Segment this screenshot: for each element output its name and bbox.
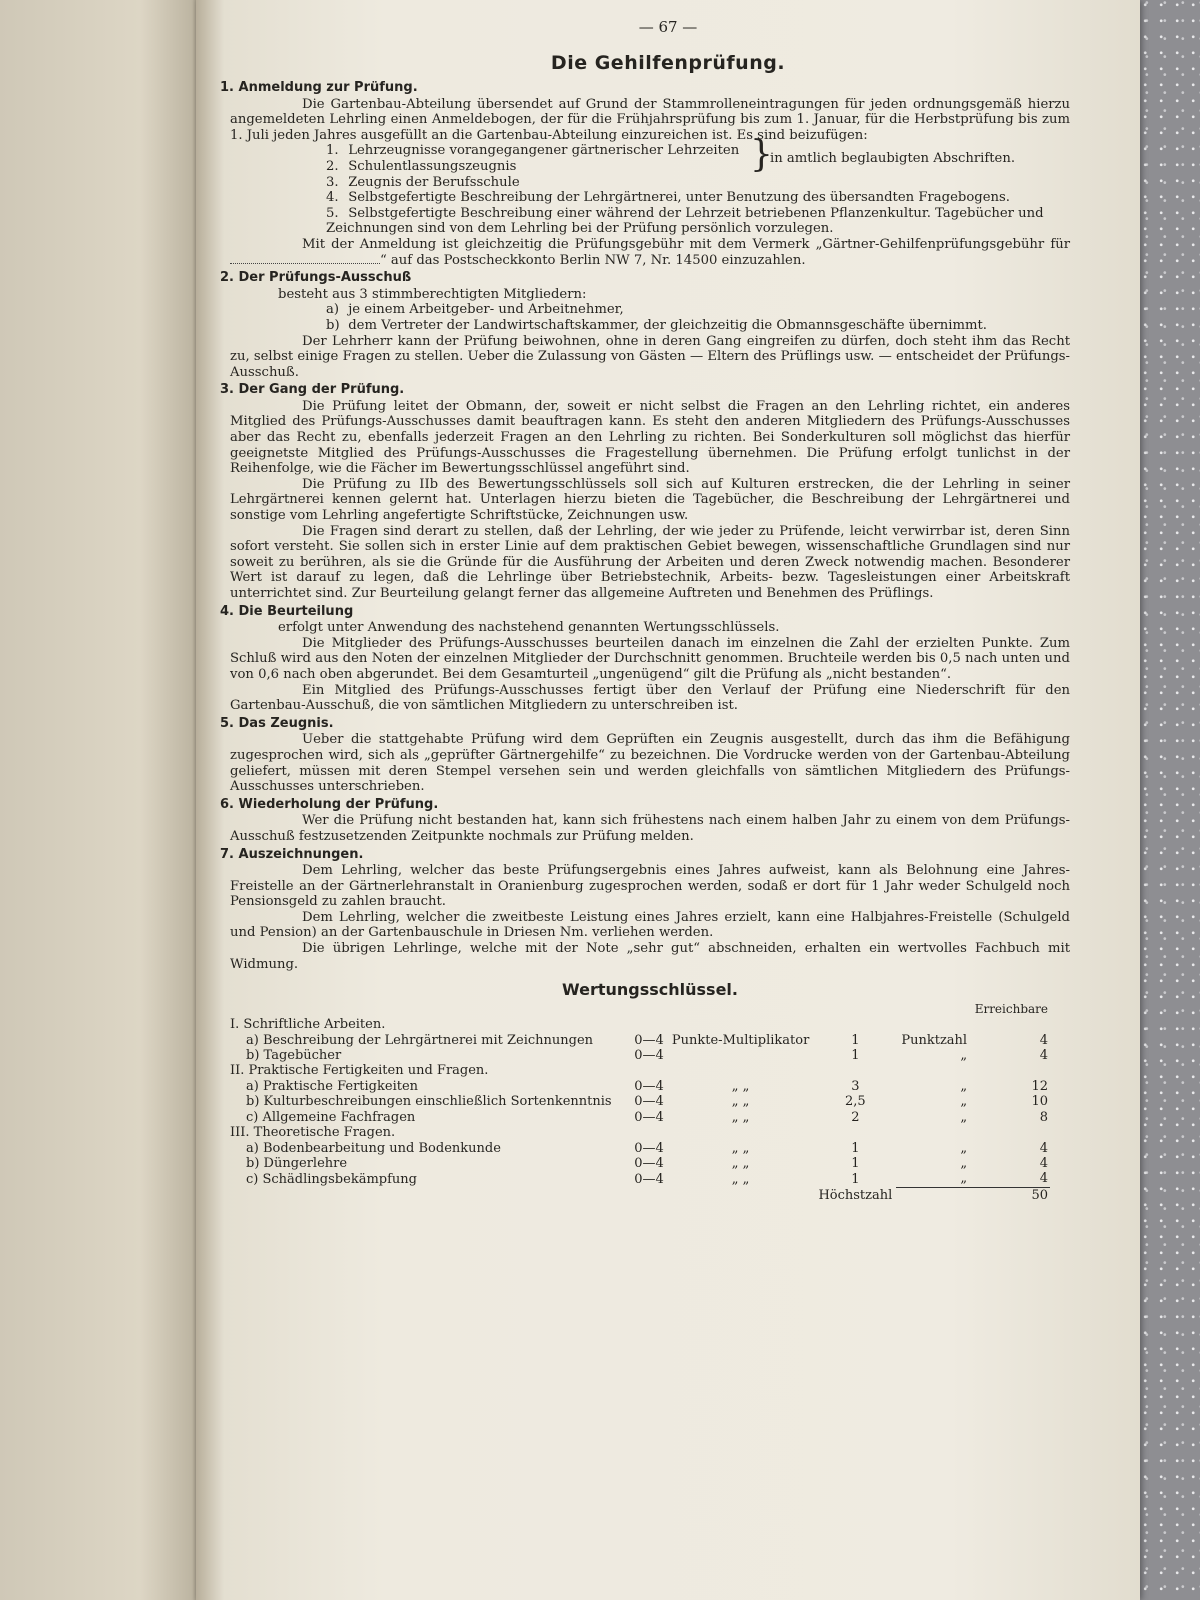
row-range: 0—4 [634,1048,664,1064]
paragraph: Ein Mitglied des Prüfungs-Ausschusses fertigt über den Verlauf der Prüfung eine Niederschrift für den Gartenbau-Ausschuß, die von sämtlichen Mitgliedern zu unterschreiben ist. [230,682,1070,714]
paragraph: Dem Lehrling, welcher das beste Prüfungsergebnis eines Jahres aufweist, kann als Belohnung eine Jahres-Freistelle an der Gärtnerlehranstalt in Oranienburg zugesprochen werden, sodaß er dort für 1 Jahr weder Schulgeld noch Pensionsgeld zu zahlen braucht. [230,863,1070,910]
section-heading: 7. Auszeichnungen. [220,846,364,862]
row-ditto: „ [960,1078,968,1094]
row-range: 0—4 [634,1078,664,1094]
row-multiplier-label: „ „ [731,1109,750,1125]
row-multiplier: 1 [851,1032,860,1048]
section-heading: 6. Wiederholung der Prüfung. [220,796,439,812]
section-heading: 3. Der Gang der Prüfung. [220,382,405,398]
section-gang [220,382,1070,601]
section-beurteilung [220,603,1070,714]
paragraph: Ueber die stattgehabte Prüfung wird dem Geprüften ein Zeugnis ausgestellt, durch das ihm die Befähigung zugesprochen wird, sich als „geprüfter Gärtnergehilfe“ zu bezeichnen. Die Vordrucke werden von der Gartenbau-Abteilung geliefert, müssen mit deren Stempel versehen sein und werden gleichfalls von sämtlichen Mitgliedern des Prüfungs-Ausschusses unterschrieben. [230,732,1070,795]
row-range: 0—4 [634,1109,664,1125]
group-label: II. Praktische Fertigkeiten und Fragen. [230,1063,489,1079]
table-row [230,1141,1050,1156]
table-group-row [230,1063,1050,1078]
row-points: 4 [1039,1171,1048,1187]
brace-note: } in amtlich beglaubigten Abschriften. [770,151,1015,167]
list-item: b) dem Vertreter der Landwirtschaftskammer, der gleichzeitig die Obmannsgeschäfte übernimmt. [326,317,987,333]
row-label: a) Beschreibung der Lehrgärtnerei mit Zeichnungen [246,1032,594,1048]
table-group-row [230,1125,1050,1140]
list-item: 5. Selbstgefertigte Beschreibung einer während der Lehrzeit betriebenen Pflanzenkultur. Tagebücher und Zeichnungen sind von dem Lehrling bei der Prüfung persönlich vorzulegen. [326,205,1044,237]
row-multiplier: 1 [851,1171,860,1187]
facing-page-edge [0,0,200,1600]
row-ditto: „ [960,1140,968,1156]
row-multiplier: 2 [851,1109,860,1125]
table-total-row [230,1187,1050,1203]
section-heading: 2. Der Prüfungs-Ausschuß [220,270,412,286]
row-multiplier-label [667,1048,815,1063]
row-points: 4 [1039,1140,1048,1156]
row-label: b) Tagebücher [246,1048,342,1064]
section-heading: 5. Das Zeugnis. [220,715,334,731]
row-label: b) Düngerlehre [246,1155,348,1171]
row-label: a) Praktische Fertigkeiten [246,1078,419,1094]
row-points: 12 [1031,1078,1048,1094]
fill-in-blank [230,253,380,264]
group-label: III. Theoretische Fragen. [230,1125,396,1141]
list-item: a) je einem Arbeitgeber- und Arbeitnehmer, [326,302,624,318]
row-ditto: „ [960,1048,968,1064]
table-row [230,1156,1050,1171]
row-range: 0—4 [634,1032,664,1048]
table-row [230,1110,1050,1125]
section-heading: 1. Anmeldung zur Prüfung. [220,80,418,95]
row-range: 0—4 [634,1094,664,1110]
row-multiplier-label: „ „ [731,1094,750,1110]
attachment-list [230,143,1070,190]
total-label: Höchstzahl [818,1187,893,1203]
section-auszeichnungen [220,846,1070,973]
row-multiplier-label: „ „ [731,1140,750,1156]
row-range: 0—4 [634,1171,664,1187]
row-label: a) Bodenbearbeitung und Bodenkunde [246,1140,501,1156]
row-multiplier-label: Punkte-Multiplikator [671,1032,810,1048]
column-header-reachable: Erreichbare [974,1001,1048,1016]
row-ditto: „ [960,1094,968,1110]
row-multiplier: 3 [851,1078,860,1094]
document-body [220,78,1070,1203]
paragraph: Die übrigen Lehrlinge, welche mit der Note „sehr gut“ abschneiden, erhalten ein wertvolles Fachbuch mit Widmung. [230,941,1070,972]
row-label: c) Allgemeine Fachfragen [246,1109,416,1125]
row-points: 10 [1031,1094,1048,1110]
document-page [196,0,1140,1600]
paragraph: Die Prüfung zu IIb des Bewertungsschlüssels soll sich auf Kulturen erstrecken, die der Lehrling in seiner Lehrgärtnerei kennen gelernt hat. Unterlagen hierzu bieten die Tagebücher, die Beschreibung der Lehrgärtnerei und sonstige vom Lehrling angefertigte Schriftstücke, Zeichnungen usw. [230,476,1070,524]
section-anmeldung [220,80,1070,268]
row-ditto: Punktzahl [901,1032,968,1048]
row-multiplier: 1 [851,1140,860,1156]
paragraph: besteht aus 3 stimmberechtigten Mitgliedern: [278,286,587,302]
paragraph: Die Fragen sind derart zu stellen, daß der Lehrling, der wie jeder zu Prüfende, leicht verwirrbar ist, deren Sinn sofort versteht. Sie sollen sich in erster Linie auf dem praktischen Gebiet bewegen, wissenschaftliche Grundlagen sind nur soweit zu berühren, als sie die Gründe für die Ausführung der Arbeiten und deren Zweck notwendig machen. Besonderer Wert ist darauf zu legen, daß die Lehrlinge über Betriebstechnik, Arbeits- bezw. Tagesleistungen einer Arbeitskraft unterrichtet sind. Zur Beurteilung gelangt ferner das allgemeine Auftreten und Benehmen des Prüflings. [230,523,1070,601]
total-value: 50 [969,1187,1050,1203]
table-group-row [230,1017,1050,1032]
paragraph: Der Lehrherr kann der Prüfung beiwohnen, ohne in deren Gang eingreifen zu dürfen, doch steht ihm das Recht zu, selbst einige Fragen zu stellen. Ueber die Zulassung von Gästen — Eltern des Prüflings usw. — entscheidet der Prüfungs-Ausschuß. [230,333,1070,380]
row-multiplier-label: „ „ [731,1155,750,1171]
paragraph: Dem Lehrling, welcher die zweitbeste Leistung eines Jahres erzielt, kann eine Halbjahres-Freistelle (Schulgeld und Pension) an der Gartenbauschule in Driesen Nm. verliehen werden. [230,909,1070,941]
list-item: 3. Zeugnis der Berufsschule [326,174,520,190]
scoring-key-title: Wertungsschlüssel. [562,980,738,1000]
row-label: c) Schädlingsbekämpfung [246,1171,417,1187]
row-points: 4 [1039,1155,1048,1171]
row-multiplier-label: „ „ [731,1171,750,1187]
row-points: 8 [1039,1109,1048,1125]
scoring-key-table [230,1002,1050,1203]
paragraph: erfolgt unter Anwendung des nachstehend genannten Wertungsschlüssels. [278,620,780,636]
row-multiplier: 1 [851,1155,860,1171]
section-ausschuss [220,270,1070,380]
row-points: 4 [1039,1032,1048,1048]
paragraph: Wer die Prüfung nicht bestanden hat, kann sich frühestens nach einem halben Jahr zu einem von dem Prüfungs-Ausschuß festzusetzenden Zeitpunkte nochmals zur Prüfung melden. [230,813,1070,844]
table-row [230,1048,1050,1063]
list-item: 4. Selbstgefertigte Beschreibung der Lehrgärtnerei, unter Benutzung des übersandten Fragebogens. [326,190,1010,206]
table-row [230,1079,1050,1094]
list-item: 1. Lehrzeugnisse vorangegangener gärtnerischer Lehrzeiten [326,143,740,159]
paragraph: Die Prüfung leitet der Obmann, der, soweit er nicht selbst die Fragen an den Lehrling richtet, ein anderes Mitglied des Prüfungs-Ausschusses damit beauftragen kann. Es steht den anderen Mitgliedern des Prüfungs-Ausschusses aber das Recht zu, ebenfalls jederzeit Fragen an den Lehrling zu richten. Bei Sonderkulturen soll möglichst das hierfür geeignetste Mitglied des Prüfungs-Ausschusses die Fragestellung übernehmen. Die Prüfung erfolgt tunlichst in der Reihenfolge, wie die Fächer im Bewertungsschlüssel angeführt sind. [230,398,1070,477]
table-row [230,1094,1050,1109]
page-title: Die Gehilfenprüfung. [550,52,786,74]
row-range: 0—4 [634,1155,664,1171]
paragraph: Die Gartenbau-Abteilung übersendet auf Grund der Stammrolleneintragungen für jeden ordnungsgemäß hierzu angemeldeten Lehrling einen Anmeldebogen, der für die Frühjahrsprüfung bis zum 1. Januar, für die Herbstprüfung bis zum 1. Juli jeden Jahres ausgefüllt an die Gartenbau-Abteilung einzureichen ist. Es sind beizufügen: [230,96,1070,143]
row-points: 4 [1039,1048,1048,1064]
row-multiplier: 2,5 [845,1094,866,1110]
row-ditto: „ [960,1109,968,1125]
row-ditto: „ [960,1155,968,1171]
table-header-row [230,1002,1050,1017]
row-ditto: „ [960,1171,968,1187]
section-zeugnis [220,715,1070,795]
group-label: I. Schriftliche Arbeiten. [230,1017,386,1033]
paragraph: Die Mitglieder des Prüfungs-Ausschusses beurteilen danach im einzelnen die Zahl der erzielten Punkte. Zum Schluß wird aus den Noten der einzelnen Mitglieder der Durchschnitt genommen. Bruchteile werden bis 0,5 nach unten und von 0,6 nach oben abgerundet. Bei dem Gesamturteil „ungenügend“ gilt die Prüfung als „nicht bestanden“. [230,635,1070,682]
row-range: 0—4 [634,1140,664,1156]
row-multiplier-label: „ „ [731,1078,750,1094]
page-number: — 67 — [638,18,698,36]
paragraph: Mit der Anmeldung ist gleichzeitig die Prüfungsgebühr mit dem Vermerk „Gärtner-Gehilfenprüfungsgebühr für “ auf das Postscheckkonto Berlin NW 7, Nr. 14500 einzuzahlen. [230,237,1070,268]
row-label: b) Kulturbeschreibungen einschließlich Sortenkenntnis [246,1094,612,1110]
row-multiplier: 1 [851,1048,860,1064]
section-wiederholung [220,796,1070,845]
table-row [230,1033,1050,1048]
section-heading: 4. Die Beurteilung [220,603,354,619]
list-item: 2. Schulentlassungszeugnis [326,158,517,174]
table-row [230,1171,1050,1187]
